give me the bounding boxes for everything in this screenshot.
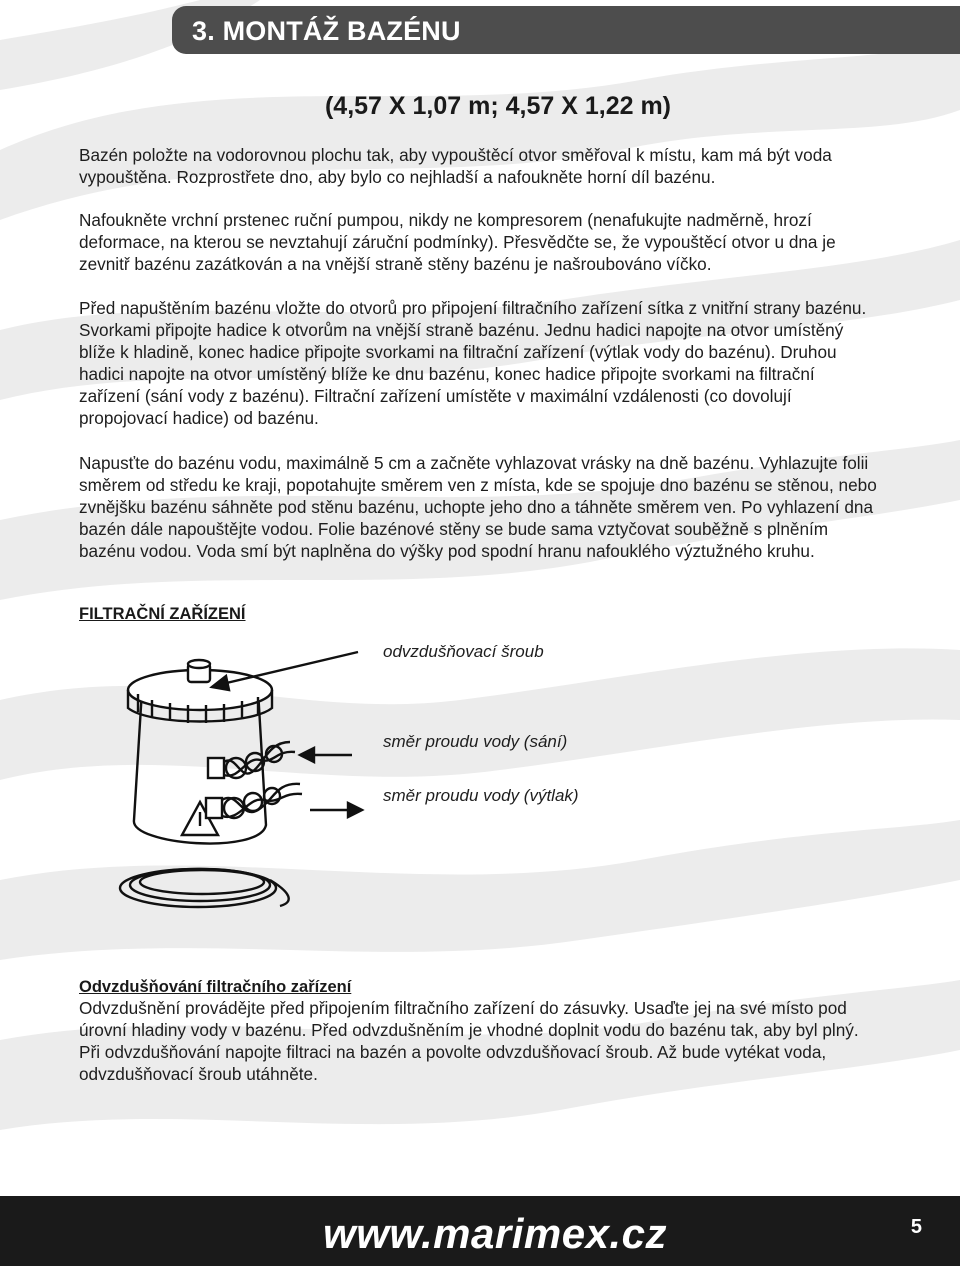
paragraph-3: Před napuštěním bazénu vložte do otvorů pro připojení filtračního zařízení sítka z vnitřní strany bazénu. Svorkami připojte hadice k otvorům na vnější straně bazénu. Jednu hadici napojte na otvor umístěný blíže k hladině, konec hadice připojte svorkami na filtrační zařízení (výtlak vody do bazénu). Druhou hadici napojte na otvor umístěný blíže ke dnu bazénu, konec hadice připojte svorkami na filtrační zařízení (sání vody z bazénu). Filtrační zařízení umístěte v maximální vzdálenosti (co dovolují propojovací hadice) od bazénu. [79, 298, 867, 428]
paragraph-3-block [79, 297, 879, 429]
pool-dimensions [0, 92, 960, 121]
paragraph-1-block [79, 144, 879, 188]
section-header [172, 6, 960, 54]
venting-heading: Odvzdušňování filtračního zařízení [79, 978, 352, 996]
label-outflow: směr proudu vody (výtlak) [383, 786, 579, 805]
filter-pump-diagram [90, 630, 650, 930]
paragraph-4-block [79, 452, 879, 562]
venting-paragraph-1: Odvzdušnění provádějte před připojením filtračního zařízení do zásuvky. Usaďte jej na své místo pod úrovní hladiny vody v bazénu. Před odvzdušněním je vhodné doplnit vodu do bazénu tak, aby byl plný. [79, 998, 859, 1040]
paragraph-2-block [79, 209, 879, 275]
filter-heading-block [79, 605, 879, 624]
paragraph-1: Bazén položte na vodorovnou plochu tak, aby vypouštěcí otvor směřoval k místu, kam má být voda vypouštěna. Rozprostřete dno, aby bylo co nejhladší a nafoukněte horní díl bazénu. [79, 145, 832, 187]
footer-url-text: www.marimex.cz [323, 1210, 667, 1257]
paragraph-4: Napusťte do bazénu vodu, maximálně 5 cm a začněte vyhlazovat vrásky na dně bazénu. Vyhlazujte folii směrem od středu ke kraji, popotahujte směrem ven z místa, kde se spojuje dno bazénu se stěnou, nebo zvnějšku bazénu sáhněte pod stěnu bazénu, uchopte jeho dno a táhněte směrem ven. Po vyhlazení dna bazén dále napouštějte vodou. Folie bazénové stěny se bude sama vztyčovat souběžně s plněním bazénu vodou. Voda smí být naplněna do výšky pod spodní hranu nafouklého výztužného kruhu. [79, 453, 877, 561]
venting-section [79, 978, 879, 1085]
label-vent-screw: odvzdušňovací šroub [383, 642, 544, 661]
paragraph-2: Nafoukněte vrchní prstenec ruční pumpou, nikdy ne kompresorem (nenafukujte nadměrně, hrozí deformace, na kterou se nevztahují záruční podmínky). Přesvědčte se, že vypouštěcí otvor u dna je zevnitř bazénu zazátkován a na vnější straně stěny bazénu je našroubováno víčko. [79, 210, 836, 274]
page-number: 5 [910, 1216, 922, 1238]
filter-section-heading: FILTRAČNÍ ZAŘÍZENÍ [79, 605, 246, 623]
page-footer [0, 1196, 960, 1266]
footer-url [0, 1210, 960, 1258]
label-intake: směr proudu vody (sání) [383, 732, 568, 751]
pool-dimensions-text: (4,57 X 1,07 m; 4,57 X 1,22 m) [324, 92, 672, 120]
venting-paragraph-2: Při odvzdušňování napojte filtraci na bazén a povolte odvzdušňovací šroub. Až bude vytékat voda, odvzdušňovací šroub utáhněte. [79, 1042, 827, 1084]
section-title: 3. MONTÁŽ BAZÉNU [192, 16, 461, 46]
filter-pump-illustration [90, 630, 650, 930]
